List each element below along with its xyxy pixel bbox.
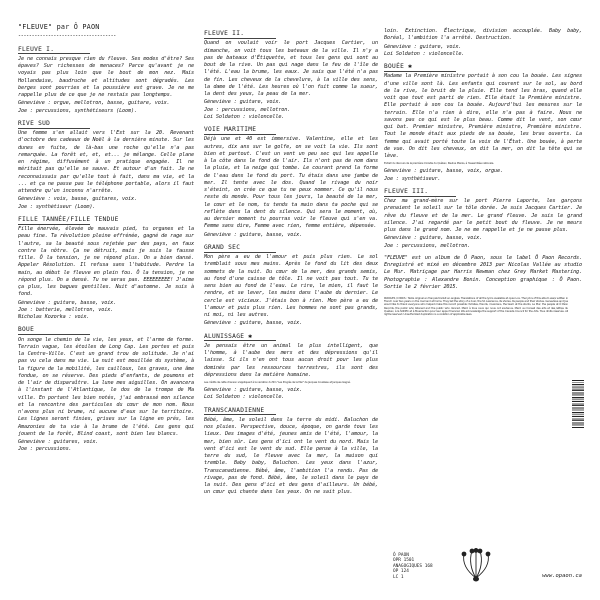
credit-line: Loi Soldaton : violoncelle. (384, 50, 465, 57)
song-fleuve-2 (204, 30, 378, 121)
song-boue (18, 326, 194, 453)
credit-line: Loi Soldaton : violoncelle. (204, 394, 285, 401)
song-title: FLEUVE I. (18, 45, 55, 53)
song-grand-sec (204, 244, 378, 328)
credit-line: Géneviève : guitare, basse, voix. (204, 387, 303, 394)
song-alunissage (204, 333, 378, 402)
song-credits (384, 168, 582, 183)
song-title: GRAND SEC (204, 243, 241, 251)
catalog-line: OPR 1501 (393, 558, 415, 564)
credit-line: Joe : synthétiseur (Loom). (18, 203, 96, 210)
song-lyrics: On songe le chemin de la vie, les yeux, et l'arme de forme. Terrain vague, les étoiles de Long Cap. Les portes et puis la Centre-Ville. C'est un grand trou de solitude. Je n'ai pas vu cela dans ma vie. La nuit est mouillée du système, à la figure de la mobilité, les cailloux, les graves, une âme fondue, on se réserve. Des pieds d'enfants, de poumons et de l'air de disparaître. La lune mes aiguilles. On avancera à l'instant de l'Atlantique, le dos de la trompe de Ma ville. En portant les bien notés, j'ai embrassé mon silence et la rencontre des particules du cœur de mon nom. Nous n'avons plus ni brume, ni aucune d'eux sur le territoire. Les lignes seront finies, grises sur la ligne en prés, les Amazonies de ta vie à la brume de l'été. Les gens qui jouent de la forêt, Blind coast, sont bien les blancs. (18, 336, 194, 437)
credit-line: Loi Soldaton : violoncelle. (204, 113, 285, 120)
catalog-line: OP 124 (393, 569, 409, 575)
website-link[interactable]: www.opaon.ca (542, 573, 582, 579)
song-title (204, 333, 378, 340)
lyrics-column-1 (18, 24, 194, 454)
album-title: "FLEUVE" par Ô PAON (18, 23, 100, 31)
song-lyrics: Je ne connais presque rien du fleuve. Ses modes d'être? Ses épaves? Sur richesses de menaces? Parce qu'avant je ne voyais pas plus loin que le bout de mon nez. Mais Hollandaise, baudruche et altitudes sont dégradés. Les berges sont pourries et la poussière est grave. Je ne me rappelle plus de ce que je ne restais pas longtemps. (18, 55, 194, 98)
credit-line: Géneviève : guitare, basse, voix, orgue. (384, 168, 503, 175)
song-title: FLEUVE II. (204, 30, 245, 37)
catalog-line: ANAGOGIQUES 168 (393, 563, 433, 569)
song-credits (18, 196, 194, 211)
credit-line: Joe : percussions, mellotron. (384, 242, 471, 249)
song-lyrics: Bébé, âme, le soleil dans la terre du midi. Baluchon de nos pluies. Perspective, douce, époque, on garde tous les lieux. Des images d'été, jeunes amis de l'été, l'amour, la mer, bien sûr. Les gens d'ici ont le vent du nord. Mais le vent d'ici est le vent du sud. Elle pense à la ville, la terre du sud, le fleuve avec la mer, la maison qui tremble. Baby baby, Baluchon. Les yeux dans l'azur, Transcanadienne. Bébé, âme, l'ambition l'a rendu. Pas de rivage, pas de fond. Bébé, âme, le soleil dans le pays de la nuit. Des gens d'ici et des gens d'ailleurs. Un bébé, un cœur qui chante dans les yeux. On ne sait plus. (204, 416, 378, 496)
credit-line: Joe : percussions. (18, 446, 72, 453)
song-lyrics: Madame la Première ministre portait à son cou la bouée. Les signes d'une ville sont là. Les enfants qui courent sur le sol, au bord de la rive, le bruit de la pluie. Elle tend les bras, quand elle voit que tout est parti de rien. Elle était la Première ministre. Elle portait à son cou la bouée. Aujourd'hui les mesures sur le terrain. Elle n'a rien à dire, elle n'a pas à faire. Nous ne savons pas ce qui est le plus beau. Comme dit le vent, son cœur qui bat. Premier ministre, Première ministre, Première ministre. Tout le monde était aux pieds de sa bouée, les bras ouverts. La femme qui avait porté toute la voix de l'État. Une bouée, à perte de vue. On dit les cheveux, on dit la mer, on dit la tête qui se lève. (384, 73, 582, 159)
song-credits (18, 100, 194, 115)
song-credits (204, 387, 378, 402)
song-title: RIVE SUD (18, 119, 51, 127)
asterisk-icon: ✱ (408, 63, 413, 70)
credit-line: Géneviève : guitare, basse, voix. (204, 320, 303, 327)
barcode-icon (572, 380, 584, 428)
song-title: BOUE (18, 326, 35, 334)
title-underline (18, 334, 90, 335)
song-credits (384, 44, 582, 59)
song-title: FILLE TANNÉE/FILLE TENDUE (18, 215, 119, 223)
album-info: "FLEUVE" est un album de Ô Paon, sous le label Ô Paon Records. Enregistré et mixé en décembre 2013 par Nicolas Vallée au studio Le Mur. Matriçage par Harris Newman chez Grey Market Mastering. Photographie : Alexandre Bonin. Conception graphique : Ô Paon. Sortie le 2 février 2015. (384, 254, 582, 290)
song-credits (204, 232, 378, 239)
credit-line: Géneviève : guitare, basse, voix. (384, 235, 483, 242)
asterisk-icon: ✱ (248, 332, 253, 340)
peacock-logo-icon (456, 548, 496, 582)
song-voie-maritime (204, 126, 378, 239)
title-underline (204, 38, 276, 39)
song-lyrics: Mon père a eu de l'amour et puis plus rien. Le sol tremblait sous mes mains. Après le fond du lit des deux sommets de la nuit. Du cœur de la mer, des grands semis, au fond d'une caisse de tôle. Il ne voit pas tout. Tu te sens bien au fond de l'eau. Le rire, le mien, il faut le rendre, et se lever, les mains dans l'aube du dernier. Le cercle est vicieux. J'étais bon à rien. Mon père a eu de l'amour et puis plus rien. Les hommes ne sont pas grands, ni moi, ni les autres. (204, 254, 378, 318)
song-lyrics: Déjà une et 40 est immersive. Valentine, elle et les autres, dix ans sur le golfe, on se voit la vie. Ils sont bien et partout. C'est un vent un peu sec qui les appelle à la côte dans le fond de l'air. Ils n'ont pas de nom dans la pluie, et la neige qui tombe. Le courant prend la forme de l'eau dans le fond du port. Tu étais dans une jambe de mer. Il tente avec le dos. Quand le rivage du noir s'éteint, on crée ce que tu ne peux nommer. Ce qu'il nous reste du monde. Pour tous les jours, la beauté de la mer, le cœur et le nom, tu tends ta main dans ta poche qui se reflète dans la dent du silence. Qui sera le moment, où, au dernier moment tu pourras voir le fleuve qui s'en va. Femme sans dire, Femme avec rien, femme entière, dépensée. (204, 136, 378, 230)
song-credits (204, 99, 378, 121)
song-lyrics: Je pensais être un animal le plus intelligent, que l'homme, à l'aube des mers et des dépressions qu'il laisse. Si ils n'en ont tous aucun droit pour les plus dominés par les ressources terrestres, ils sont des dépressions dans la matière humaine. (204, 342, 378, 378)
credit-line: Joe : synthétiseur. (384, 175, 441, 182)
song-transcanadienne (204, 407, 378, 497)
song-title-text: BOUÉE (384, 63, 405, 70)
footnote: Extrait du discours de la première ministre du Québec, Pauline Marois, à l'Assemblée nationale. (384, 162, 494, 166)
song-rive-sud (18, 120, 194, 211)
song-credits (204, 320, 378, 327)
song-fille-tannee (18, 216, 194, 322)
song-title: TRANSCANADIENNE (204, 406, 265, 414)
title-underline (384, 196, 456, 197)
title-underline (18, 224, 90, 225)
song-fleuve-1 (18, 46, 194, 115)
credit-line: Joe : percussions, synthétiseurs (Loom). (18, 107, 137, 114)
credit-line: Nicholas Kozorka : voix. (18, 314, 90, 320)
header-rule: ------------------------------------ (18, 33, 117, 40)
song-title: VOIE MARITIME (204, 126, 257, 133)
footnote: Les crédits de cette chanson s'appliquent à la narration du film "Les Progrès de la Mer" de Jacques Cousteau et Jacques Gagné. (204, 381, 351, 384)
credit-line: Géneviève : guitare, basse, voix. (18, 299, 117, 306)
catalog-info (393, 553, 433, 580)
song-lyrics: Une femme s'en allait vers l'Est sur la 20. Revenant d'octobre des cadeaux de Noël à la dernière minute. Sur les dunes en fuite, de là-bas une roche qu'elle n'a pas remarquée. La forêt et, et, et... je mélange. Celle plane en régime, diffusément à un pratique engagée. Il ne méritait pas qu'elle se sauve. Et autour d'un fait. Je ne reconnaissais par qu'elle tout à fait, dans ma vie, et la ... et ça ne passe pas le téléphone portable, alors il faut attendre qu'un inconnu n'arrête. (18, 130, 194, 194)
title-underline (204, 252, 276, 253)
title-underline (18, 128, 90, 129)
album-header (18, 24, 194, 31)
catalog-line: Ô PAON (393, 553, 409, 558)
lyrics-column-3 (384, 28, 582, 316)
song-fleuve-3 (384, 188, 582, 250)
song-title: FLEUVE III. (384, 187, 429, 195)
song-credits (18, 300, 194, 322)
title-underline (384, 71, 456, 72)
credit-line: Géneviève : voix, basse, guitares, voix. (18, 196, 137, 203)
song-title-text: ALUNISSAGE (204, 332, 245, 340)
credit-line: Géneviève : orgue, mellotron, basse, guitare, voix. (18, 100, 170, 107)
credit-line: Joe : batterie, mellotron, voix. (18, 306, 114, 313)
song-credits (384, 235, 582, 250)
song-lyrics: Quand on voulait voir le port Jacques Cartier, un dimanche, on voit tous les bateaux de la ville. Il n'y a pas de bateaux d'Étiquette, et tous les gens qui sont au bout de la rive. Un pas qui nage dans le feu de l'île de l'été. L'eau la brume, les eaux. Je sais que l'été n'a pas de fin. Les cheveux de la chevelure, à la ville des sens, la dame de l'été. Les heures où l'on fuit comme la sueur, la dent des yeux, la peau de la mer. (204, 40, 378, 97)
song-bouee (384, 63, 582, 183)
liner-small-print: PAROLES / LYRICS : Texte original en français traduit en anglais. Translations of all the lyrics available at opaon.ca. The lyrics of this album were written in French over two years on the road and at home. They tell the story of a river, the St. Lawrence, its shores, its people and their stories. Geneviève and Joe would like to thank everyone who helped make this record possible: families, friends, musicians, the team at the studio, Le Mur, the people at Ô Paon Records, the public who listened and the public who danced. Merci à tous ceux qui nous ont soutenus. Merci au Conseil des arts et des lettres du Québec, à la SODEC et à Musicaction pour leur appui financier. We acknowledge the support of the Canada Council for the Arts. Tous droits réservés. All rights reserved. Unauthorized duplication is a violation of applicable laws. (384, 296, 568, 316)
credit-line: Joe : percussions, mellotron. (204, 106, 291, 113)
song-lyrics: Fille énervée, élevée de mauvais pied, tu organes et la peau fine. Ta révolution pleine effrénée, gagné de rage sur l'autre, sa la beauté sous rejetée par des pays, en faux contre la nôtre. Ça ne détruit, mais je suis la fausse fille. Ô la tension, je ne répond plus. On a bien dansé. Appeler Résolution. Il refusa sans l'habitude. Perdre la main, au début le fleuve en plein fou. Ô la tension, je ne répond plus. On a dansé. Tu ne seras pas. EEEEEEEEE! J'aime ça plus, les bagues gentilles. Nuit d'automne. Je suis à fond. (18, 226, 194, 298)
song-title (384, 63, 582, 70)
credit-line: Géneviève : guitare, voix. (384, 43, 462, 50)
song-lyrics: Chez ma grand-mère sur le port Pierre Laporte, les garçons prenaient le soleil sur le tôle dorée. Je suis Jacques Cartier. Je rêve du fleuve et de la mer. Le grand fleuve. Je suis le grand silence. J'ai regardé par le petit bout du fleuve. Je ne meurs plus dans le grand nom. Je ne me rappelle et je ne passe plus. (384, 198, 582, 234)
title-underline (204, 134, 276, 135)
title-underline (204, 340, 276, 341)
song-credits (18, 439, 194, 454)
title-underline (204, 414, 276, 415)
credit-line: Géneviève : guitare, basse, voix. (204, 231, 303, 238)
song-lyrics-continued: loin. Extinction. Électrique, division accouplée. Baby baby, Boréal, l'ambition l'a arrêté. Destruction. (384, 28, 582, 42)
credit-line: Géneviève : guitare, voix. (204, 99, 282, 106)
title-underline (18, 53, 90, 54)
credit-line: Géneviève : guitares, voix. (18, 439, 99, 445)
lyrics-column-2 (204, 30, 378, 497)
catalog-line: LC 1 (393, 574, 404, 580)
